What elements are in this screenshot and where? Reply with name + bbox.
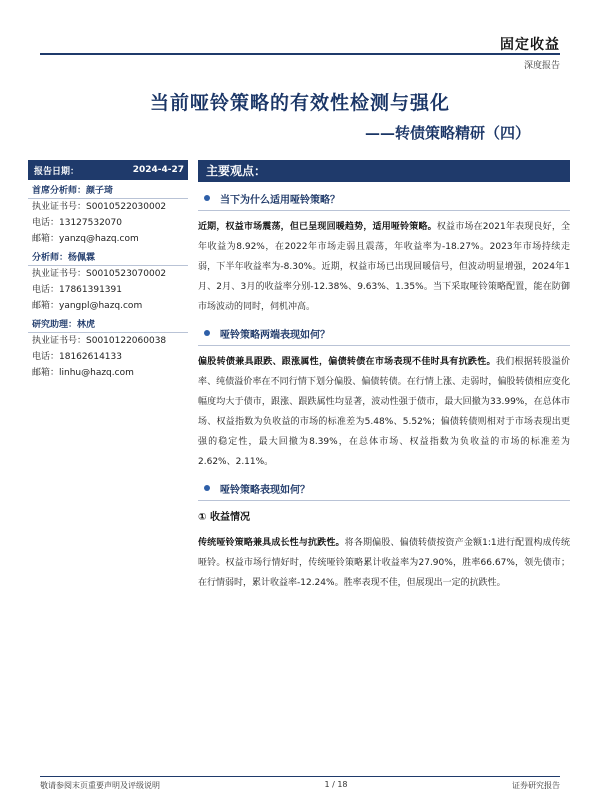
footer-divider: [40, 776, 560, 777]
section-paragraph: [198, 352, 570, 472]
report-date-bar: [28, 160, 188, 180]
analyst-license: 执业证书号：S0010522030002: [32, 202, 167, 212]
page-number: 1 / 18: [324, 780, 348, 789]
main-heading: 主要观点：: [198, 160, 570, 182]
report-type: 固定收益: [500, 37, 560, 53]
analyst-email: 邮箱：yanzq@hazq.com: [32, 234, 139, 244]
analyst-phone: 电话：13127532070: [32, 218, 122, 228]
main-content: [198, 160, 570, 593]
paragraph-body: 权益市场在2021年表现良好，全年收益为8.92%，在2022年市场走弱且震荡，年收益率为-18.27%。2023年市场持续走弱，下半年收益率为-8.30%。近期，权益市场已出现回暖信号，但波动明显增强，2024年1月、2月、3月的收益率分别-12.38%、9.63%、1.35%。当下采取哑铃策略配置，能在防御市场波动的同时，伺机冲高。: [198, 222, 570, 312]
analyst-license: 执业证书号：S0010122060038: [32, 336, 167, 346]
section-question-text: 哑铃策略两端表现如何？: [220, 329, 330, 341]
section-paragraph: [198, 533, 570, 593]
sidebar: [28, 160, 188, 381]
analyst-block: [28, 317, 188, 381]
section-divider: [198, 345, 570, 346]
section-question-text: 当下为什么适用哑铃策略？: [220, 194, 340, 206]
header-divider: [40, 53, 560, 55]
analyst-block: [28, 250, 188, 314]
section-question-text: 哑铃策略表现如何？: [220, 484, 310, 496]
analyst-role-name: 首席分析师：颜子琦: [28, 183, 188, 199]
section-divider: [198, 210, 570, 211]
paragraph-lead: 近期，权益市场震荡，但已呈现回暖趋势，适用哑铃策略。: [198, 222, 437, 232]
analyst-email: 邮箱：yangpl@hazq.com: [32, 301, 143, 311]
report-subtitle: ——转债策略精研（四）: [364, 124, 530, 142]
analyst-phone: 电话：18162614133: [32, 352, 122, 362]
paragraph-lead: 偏股转债兼具跟跌、跟涨属性，偏债转债在市场表现不佳时具有抗跌性。: [198, 357, 496, 367]
analyst-role-name: 分析师：杨佩霖: [28, 250, 188, 266]
page-footer: [40, 780, 560, 791]
analyst-block: [28, 183, 188, 247]
report-title: 当前哑铃策略的有效性检测与强化: [149, 92, 450, 114]
sub-heading: ① 收益情况: [198, 512, 250, 523]
analyst-license: 执业证书号：S0010523070002: [32, 269, 167, 279]
analyst-phone: 电话：17861391391: [32, 285, 122, 295]
bullet-dot-icon: [204, 195, 210, 201]
bullet-dot-icon: [204, 330, 210, 336]
section-question: [198, 480, 570, 496]
section-question: [198, 190, 570, 206]
paragraph-lead: 传统哑铃策略兼具成长性与抗跌性。: [198, 538, 345, 548]
bullet-dot-icon: [204, 485, 210, 491]
report-date-value: 2024-4-27: [132, 165, 184, 175]
footer-disclaimer: 敬请参阅末页重要声明及评级说明: [40, 781, 160, 790]
report-subtype: 深度报告: [523, 61, 560, 71]
footer-org: 证券研究报告: [512, 781, 560, 790]
analyst-role-name: 研究助理：林虎: [28, 317, 188, 333]
report-date-label: 报告日期：: [34, 166, 80, 177]
report-header: [500, 34, 560, 54]
paragraph-body: 将各期偏股、偏债转债按资产金额1:1进行配置构成传统哑铃。权益市场行情好时，传统哑铃策略累计收益率为27.90%，胜率66.67%，领先债市；在行情弱时，累计收益率-12.24%。胜率表现不佳，但展现出一定的抗跌性。: [198, 538, 570, 588]
section-paragraph: [198, 217, 570, 317]
section-divider: [198, 500, 570, 501]
analyst-email: 邮箱：linhu@hazq.com: [32, 368, 134, 378]
paragraph-body: 我们根据转股溢价率、纯债溢价率在不同行情下划分偏股、偏债转债。在行情上涨、走弱时，偏股转债相应变化幅度均大于债市，跟涨、跟跌属性均显著，波动性强于债市，最大回撤为33.99%，在总体市场、权益指数为负收益的市场的标准差为5.48%、5.52%；偏债转债则相对于市场表现出更强的稳定性，最大回撤为8.39%，在总体市场、权益指数为负收益的市场的标准差为2.62%、2.11%。: [198, 357, 570, 467]
section-question: [198, 325, 570, 341]
